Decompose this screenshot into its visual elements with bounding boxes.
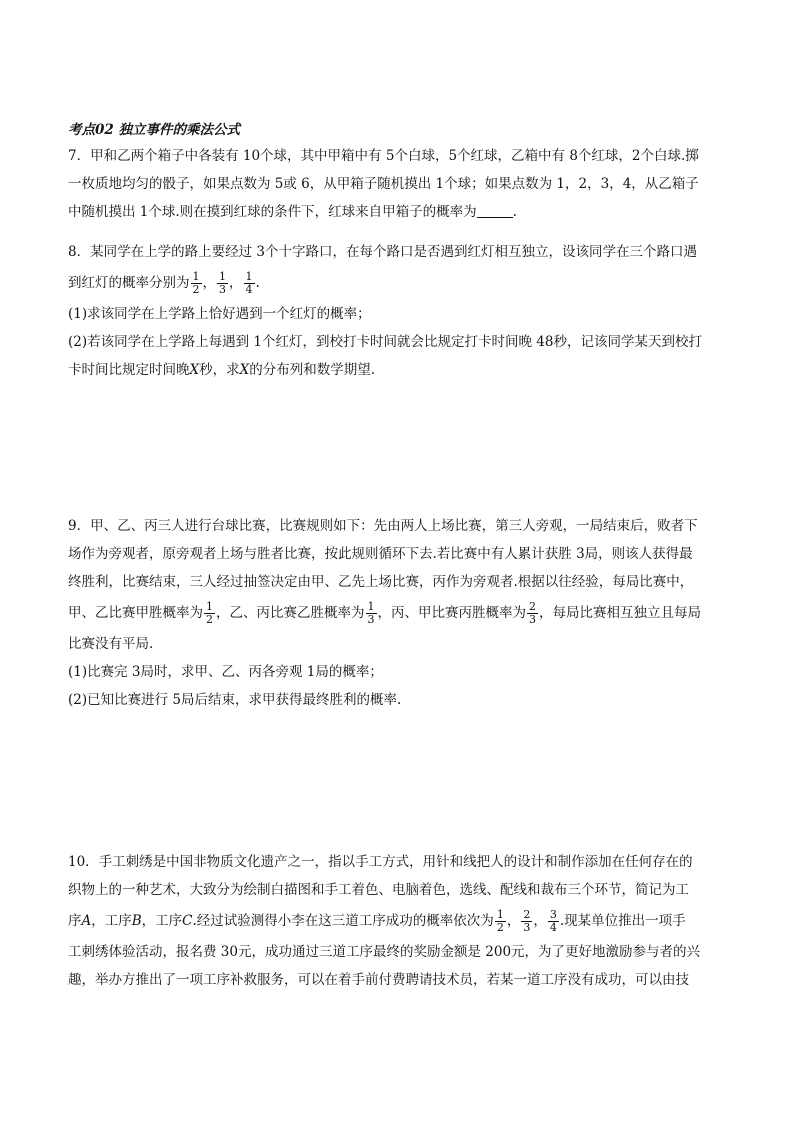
fraction-denominator: 4: [549, 921, 557, 934]
q10-line-2: 织物上的一种艺术，大致分为绘制白描图和手工着色、电脑着色，选线、配线和裁布三个环节，简记为工: [68, 882, 689, 898]
fraction-1-2: [495, 909, 506, 934]
fraction-2-3: [521, 909, 532, 934]
q10-line-5: 趣，举办方推出了一项工序补救服务，可以在着手前付费聘请技术员，若某一道工序没有成功，可以由技: [68, 972, 689, 988]
separator: ，: [202, 275, 216, 291]
q10-line-3: [68, 904, 728, 938]
fraction-numerator: 1: [367, 600, 375, 613]
variable-x: X: [189, 362, 200, 378]
fraction-denominator: 2: [496, 921, 504, 934]
fraction-numerator: 1: [245, 270, 253, 283]
fraction-1-4: [244, 271, 255, 296]
fraction-denominator: 3: [219, 283, 226, 296]
fraction-denominator: 3: [529, 613, 536, 626]
separator: ，: [229, 275, 243, 291]
q8-part-2-text-c: 的分布列和数学期望.: [249, 362, 376, 378]
fraction-3-4: [548, 909, 559, 934]
q8-part-2-text-b: 秒，求: [199, 362, 240, 378]
separator: ，: [533, 913, 547, 929]
q8-line-2: [68, 266, 728, 300]
q9-line-4-text-a: 甲、乙比赛甲胜概率为: [68, 605, 203, 621]
answer-blank: [477, 203, 513, 218]
fraction-denominator: 2: [192, 283, 200, 296]
fraction-1-3: [366, 601, 377, 626]
fraction-denominator: 2: [206, 613, 213, 626]
q7-line-3-text: 中随机摸出 1个球.则在摸到红球的条件下，红球来自甲箱子的概率为: [68, 204, 477, 220]
variable-c: C: [182, 913, 193, 929]
q7-line-3-end: .: [512, 204, 517, 220]
fraction-1-2: [204, 601, 215, 626]
q10-line-3-text-b: ，工序: [91, 913, 132, 929]
q9-line-1: 9．甲、乙、丙三人进行台球比赛，比赛规则如下：先由两人上场比赛，第三人旁观，一局结束后，败者下: [68, 518, 698, 534]
separator: ，: [506, 913, 521, 929]
fraction-denominator: 4: [245, 283, 253, 296]
q8-part-2-line-2: [68, 356, 728, 384]
q8-line-2-end: .: [255, 275, 260, 291]
q9-line-2: 场作为旁观者，原旁观者上场与胜者比赛，按此规则循环下去.若比赛中有人累计获胜 3局，则该人获得最: [68, 546, 693, 562]
q8-line-1: 8．某同学在上学的路上要经过 3个十字路口，在每个路口是否遇到红灯相互独立，设该同学在三个路口遇: [68, 244, 697, 260]
fraction-2-3: [527, 601, 538, 626]
q8-part-1: (1)求该同学在上学路上恰好遇到一个红灯的概率；: [68, 306, 371, 322]
variable-a: A: [81, 913, 92, 929]
fraction-numerator: 1: [496, 908, 504, 921]
q10-line-1: 10．手工刺绣是中国非物质文化遗产之一，指以手工方式，用针和线把人的设计和制作添加在任何存在的: [68, 854, 693, 870]
q7-line-2: 一枚质地均匀的骰子，如果点数为 5或 6，从甲箱子随机摸出 1个球；如果点数为 1，2，3，4，从乙箱子: [68, 176, 699, 192]
fraction-1-3: [217, 271, 228, 296]
q10-line-4: 工刺绣体验活动，报名费 30元，成功通过三道工序最终的奖励金额是 200元，为了更好地激励参与者的兴: [68, 944, 701, 960]
q8-part-2-text-a: 卡时间比规定时间晚: [68, 362, 190, 378]
question-8: [68, 238, 728, 384]
q9-line-4-text-d: ，每局比赛相互独立且每局: [539, 605, 701, 621]
fraction-denominator: 3: [367, 613, 375, 626]
q9-line-4: [68, 596, 728, 630]
question-9: [68, 512, 728, 714]
fraction-numerator: 2: [523, 908, 531, 921]
q9-line-4-text-c: ，丙、甲比赛丙胜概率为: [377, 605, 526, 621]
question-10: [68, 848, 728, 994]
q8-line-2-text: 到红灯的概率分别为: [68, 275, 190, 291]
question-7: [68, 142, 728, 226]
fraction-numerator: 1: [206, 600, 213, 613]
q10-line-3-text-e: .现某单位推出一项手: [559, 913, 686, 929]
fraction-1-2: [191, 271, 202, 296]
q9-part-2: (2)已知比赛进行 5局后结束，求甲获得最终胜利的概率.: [68, 692, 402, 708]
q9-line-4-text-b: ，乙、丙比赛乙胜概率为: [216, 605, 365, 621]
q10-line-3-text-d: .经过试验测得小李在这三道工序成功的概率依次为: [192, 913, 494, 929]
fraction-numerator: 2: [529, 600, 536, 613]
q9-line-3: 终胜利，比赛结束，三人经过抽签决定由甲、乙先上场比赛，丙作为旁观者.根据以往经验，每局比赛中，: [68, 574, 694, 590]
q8-part-2-line-1: (2)若该同学在上学路上每遇到 1个红灯，到校打卡时间就会比规定打卡时间晚 48秒，记该同学某天到校打: [68, 334, 702, 350]
q10-line-3-text-a: 序: [68, 913, 82, 929]
variable-b: B: [131, 913, 142, 929]
fraction-numerator: 1: [192, 270, 200, 283]
q10-line-3-text-c: ，工序: [141, 913, 183, 929]
q7-line-3: [68, 198, 728, 226]
section-heading: 考点02 独立事件的乘法公式: [68, 122, 240, 138]
fraction-denominator: 3: [523, 921, 531, 934]
fraction-numerator: 3: [549, 908, 557, 921]
q9-line-5: 比赛没有平局.: [68, 636, 154, 652]
variable-x: X: [239, 362, 250, 378]
q9-part-1: (1)比赛完 3局时，求甲、乙、丙各旁观 1局的概率；: [68, 664, 383, 680]
fraction-numerator: 1: [219, 270, 226, 283]
q7-line-1: 7．甲和乙两个箱子中各装有 10个球，其中甲箱中有 5个白球，5个红球，乙箱中有 8个红球，2个白球.掷: [68, 148, 699, 164]
